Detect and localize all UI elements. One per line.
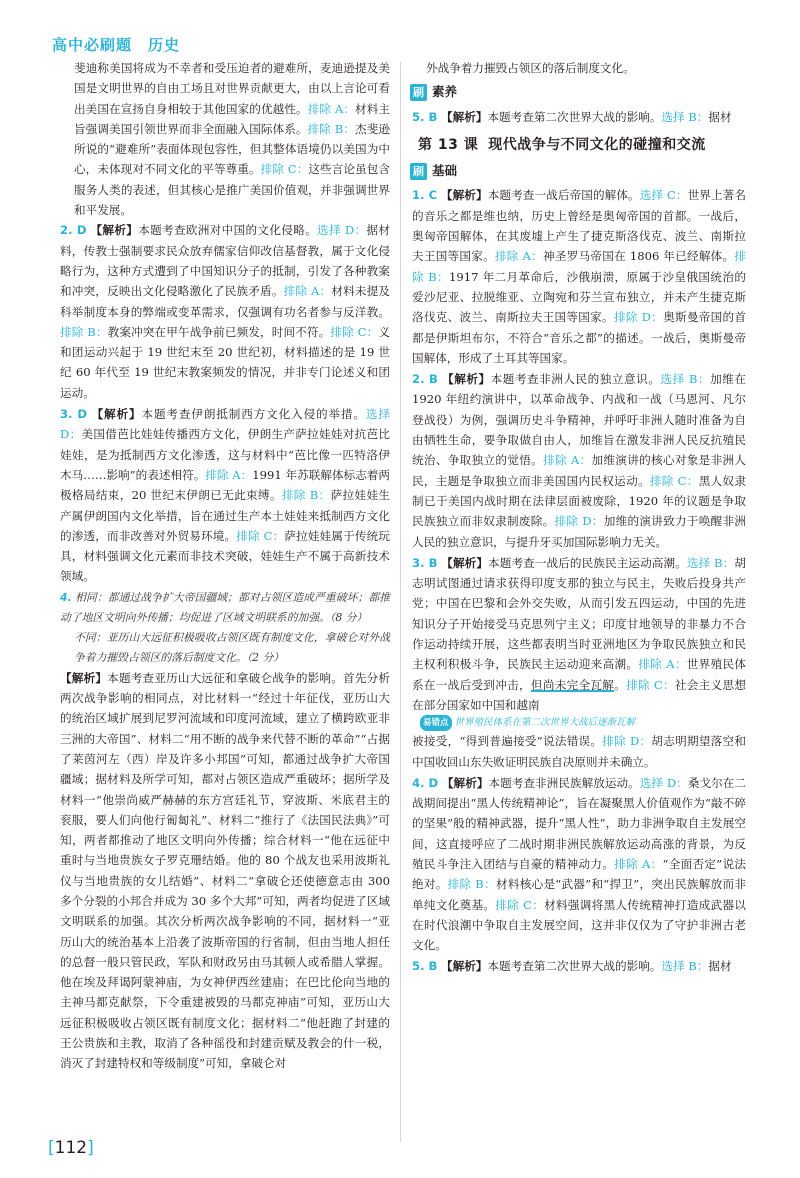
error-prone-note: 易错点 世界殖民体系在第二次世界大战后逐渐瓦解 — [412, 715, 746, 731]
intro-paragraph: 斐迪称美国将成为不幸者和受压迫者的避难所，麦迪逊提及美国是文明世界的自由工场且对世界贡献更大，由以上言论可看出美国在宣扬自身相较于其他国家的优越性。排除 A：材料主旨强调美国引领世界而非全面融入国际体系。排除 B：杰斐逊所说的“避难所”表面体现包容性，但其整体语境仍以美国为中心，未体现对不同文化的平等尊重。排除 C：这些言论虽包含服务人类的表述，但其核心是推广美国价值观，并非强调世界和平发展。 — [74, 61, 390, 218]
left-column — [60, 58, 390, 1075]
section-tag-suyang: 刷 素养 — [410, 82, 746, 102]
answer-item-r1: 1. C 【解析】本题考查一战后帝国的解体。选择 C：世界上著名的音乐之都是维也纳，历史上曾经是奥匈帝国的首都。一战后，奥匈帝国解体，在其废墟上产生了捷克斯洛伐克、波兰、南斯拉夫王国等国家。排除 A：神圣罗马帝国在 1806 年已经解体。排除 B：1917 年二月革命后，沙俄崩溃，原属于沙皇俄国统治的爱沙尼亚、拉脱维亚、立陶宛和芬兰宣布独立，并未产生捷克斯洛伐克、波兰、南斯拉夫王国等国家。排除 D：奥斯曼帝国的首都是伊斯坦布尔，不符合“音乐之都”的描述。一战后，奥斯曼帝国解体，形成了土耳其等国家。 — [412, 188, 746, 365]
brush-icon: 刷 — [410, 84, 427, 101]
answer-item-r2: 2. B 【解析】本题考查非洲人民的独立意识。选择 B：加维在 1920 年纽约演讲中，以革命战争、内战和一战（马恩河、凡尔登战役）为例，强调历史斗争精神，并呼吁非洲人随时准备为自由牺牲生命，要争取做自由人，加维旨在激发非洲人民反抗殖民统治、争取独立的觉悟。排除 A：加维演讲的核心对象是非洲人民，主题是争取独立而非美国国内民权运动。排除 C：黑人奴隶制已于美国内战时期在法律层面被废除，1920 年的议题是争取民族独立而非奴隶制废除。排除 D：加维的演讲致力于唤醒非洲人民的独立意识，与提升牙买加国际影响力无关。 — [412, 372, 746, 549]
lesson-heading: 第 13 课 现代战争与不同文化的碰撞和交流 — [418, 136, 706, 153]
right-column — [412, 58, 746, 978]
answer-item-4: 4. 相同：都通过战争扩大帝国疆域；都对占领区造成严重破坏；都推动了地区文明向外传播；均促进了区域文明联系的加强。（8 分） 不同：亚历山大远征积极吸收占领区既有制度文化，拿破仑对外战争着力摧毁占领区的落后制度文化。（2 分） 【解析】本题考查亚历山大远征和拿破仑战争的影响。首先分析两次战争影响的相同点，对比材料一“经过十年征伐，亚历山大的统治区域扩展到尼罗河流域和印度河流域，建立了横跨欧亚非三洲的大帝国”、材料二“用不断的战争来代替不断的革命”“占据了莱茵河左（西）岸及许多小邦国”可知，都通过战争扩大帝国疆域；据材料及所学可知，都对占领区造成严重破坏；据所学及材料一“他崇尚威严赫赫的东方宫廷礼节，穿波斯、米底君主的衮服，要人们向他行匍匐礼”、材料二“推行了《法国民法典》”可知，两者都推动了地区文明向外传播；综合材料一“他在远征中重时与当地贵族女子罗克珊结婚。他的 80 个战友也采用波斯礼仪与当地贵族的女儿结婚”、材料二“拿破仑还使德意志由 300 多个分裂的小邦合并成为 30 多个大邦”可知，两者均促进了区域文明联系的加强。其次分析两次战争影响的不同，据材料一“亚历山大的统治基本上沿袭了波斯帝国的行省制，但由当地人担任的总督一般只管民政，军队和财政另由马其顿人或希腊人掌握。他在埃及拜谒阿蒙神庙，为女神伊西丝建庙；在巴比伦向当地的主神马都克献祭，下令重建被毁的马都克神庙”可知，亚历山大远征积极吸收占领区既有制度文化；据材料二“他赶跑了封建的王公贵族和主教，取消了各种徭役和封建贡赋及教会的什一税，消灭了封建特权和等级制度”可知，拿破仑对 — [60, 590, 390, 1071]
answer-item-r5: 5. B 【解析】本题考查第二次世界大战的影响。选择 B：据材 — [412, 109, 732, 124]
brush-icon: 刷 — [410, 163, 427, 180]
page-number: [112] — [48, 1138, 94, 1158]
answer-item-r4: 4. D 【解析】本题考查非洲民族解放运动。选择 D：桑戈尔在二战期间提出“黑人传统精神论”，旨在凝聚黑人价值观作为“敲不碎的坚果”般的精神武器，提升“黑人性”，助力非洲争取自主发展空间，这直接呼应了二战时期非洲民族解放运动高涨的背景，为反殖民斗争注入团结与自豪的精神动力。排除 A：“全面否定”说法绝对。排除 B：材料核心是“武器”和“捍卫”，突出民族解放而非单纯文化奠基。排除 C：材料强调将黑人传统精神打造成武器以在时代浪潮中争取自主发展空间，这并非仅仅为了守护非洲古老文化。 — [412, 775, 746, 953]
book-title: 高中必刷题 历史 — [52, 36, 181, 54]
column-divider — [400, 62, 401, 1142]
section-tag-jichu: 刷 基础 — [410, 161, 746, 181]
continued-text: 外战争着力摧毁占领区的落后制度文化。 — [426, 61, 635, 75]
note-icon: 易错点 — [420, 715, 452, 731]
highlighted-phrase: 但尚未完全瓦解 — [530, 677, 615, 692]
answer-item-2: 2. D 【解析】本题考查欧洲对中国的文化侵略。选择 D：据材料，传教士强制要求民众放弃儒家信仰改信基督教，属于文化侵略行为，这种方式遭到了中国知识分子的抵制，引发了各种教案和冲突，反映出文化侵略激化了民族矛盾。排除 A：材料未提及科举制度本身的弊端或变革需求，仅强调有功名者参与反洋教。排除 B：教案冲突在甲午战争前已频发，时间不符。排除 C：义和团运动兴起于 19 世纪末至 20 世纪初，材料描述的是 19 世纪 60 年代至 19 世纪末教案频发的情况，并非专门论述义和团运动。 — [60, 223, 390, 400]
answer-item-r3: 3. B 【解析】本题考查一战后的民族民主运动高潮。选择 B：胡志明试图通过请求获得印度支那的独立与民主，失败后投身共产党；中国在巴黎和会外交失败，从而引发五四运动，中国的先进知识分子开始接受马克思列宁主义；印度甘地领导的非暴力不合作运动持续开展，这些都表明当时亚洲地区为争取民族独立和民主权利积极斗争，民族民主运动迎来高潮。排除 A：世界殖民体系在一战后受到冲击，但尚未完全瓦解。排除 C：社会主义思想在部分国家如中国和越南 易错点 世界殖民体系在第二次世界大战后逐渐瓦解 被接受，“得到普遍接受”说法错误。排除 D：胡志明期望落空和中国收回山东失败证明民族自决原则并未确立。 — [412, 555, 746, 769]
answer-item-3: 3. D 【解析】本题考查伊朗抵制西方文化入侵的举措。选择 D：美国借芭比娃娃传播西方文化，伊朗生产萨拉娃娃对抗芭比娃娃，是为抵制西方文化渗透，这与材料中“芭比像一匹特洛伊木马……影响”的表述相符。排除 A：1991 年苏联解体标志着两极格局结束，20 世纪末伊朗已无此束缚。排除 B：萨拉娃娃生产属伊朗国内文化举措，旨在通过生产本土娃娃来抵制西方文化的渗透，而非改善对外贸易环境。排除 C：萨拉娃娃属于传统玩具，材料强调文化元素而非技术突破，娃娃生产不属于高新技术领域。 — [60, 407, 390, 584]
answer-item-r5b: 5. B 【解析】本题考查第二次世界大战的影响。选择 B：据材 — [412, 959, 732, 974]
